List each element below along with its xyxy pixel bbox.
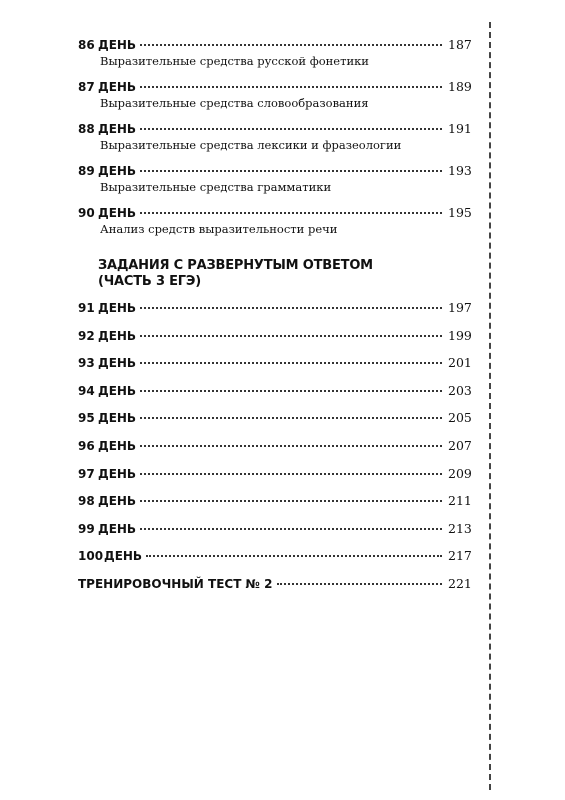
- section-heading: [98, 258, 373, 290]
- day-label: ДЕНЬ: [98, 466, 137, 481]
- test-label: ТРЕНИРОВОЧНЫЙ ТЕСТ № 2: [78, 576, 273, 591]
- toc-entry[interactable]: [78, 547, 470, 575]
- toc-entry[interactable]: [78, 327, 470, 355]
- section-heading-line1: ЗАДАНИЯ С РАЗВЕРНУТЫМ ОТВЕТОМ: [98, 258, 373, 273]
- section-heading-line2: (ЧАСТЬ 3 ЕГЭ): [98, 274, 201, 289]
- page-number: 191: [448, 121, 472, 136]
- toc-entry[interactable]: [78, 120, 470, 162]
- day-number: 98: [78, 494, 95, 509]
- dot-leader: [140, 390, 442, 392]
- day-number: 100: [78, 549, 104, 564]
- page-number: 195: [448, 205, 472, 220]
- day-number: 87: [78, 80, 95, 94]
- day-number: 95: [78, 411, 95, 426]
- toc-entry[interactable]: [78, 36, 470, 78]
- dot-leader: [140, 445, 442, 447]
- day-number: 86: [78, 38, 95, 52]
- dot-leader: [140, 335, 442, 337]
- dot-leader: [140, 128, 442, 130]
- page-number: 213: [448, 520, 472, 536]
- cut-line: [489, 22, 491, 790]
- page-number: 201: [448, 355, 472, 371]
- day-label: ДЕНЬ: [98, 301, 137, 315]
- toc-entry[interactable]: [78, 437, 470, 465]
- page-number: 203: [448, 382, 472, 398]
- page-number: 189: [448, 79, 472, 94]
- page-number: 217: [448, 548, 472, 564]
- day-number: 88: [78, 122, 95, 136]
- page-number: 199: [448, 327, 472, 343]
- day-label: ДЕНЬ: [98, 206, 137, 220]
- day-number: 90: [78, 206, 95, 220]
- toc-entry[interactable]: [78, 78, 470, 120]
- page-number: 187: [448, 37, 472, 52]
- entry-subtitle: Выразительные средства русской фонетики: [100, 54, 369, 68]
- day-label: ДЕНЬ: [98, 356, 137, 371]
- toc-entry[interactable]: [78, 492, 470, 520]
- dot-leader: [140, 170, 442, 172]
- dot-leader: [140, 417, 442, 419]
- toc-entry[interactable]: [78, 465, 470, 493]
- page-number: 193: [448, 163, 472, 178]
- dot-leader: [146, 555, 442, 557]
- day-label: ДЕНЬ: [98, 383, 137, 398]
- toc-entry[interactable]: [78, 520, 470, 548]
- dot-leader: [140, 473, 442, 475]
- day-label: ДЕНЬ: [98, 80, 137, 94]
- day-number: 96: [78, 438, 95, 453]
- day-label: ДЕНЬ: [98, 411, 137, 426]
- page-number: 205: [448, 410, 472, 426]
- day-number: 97: [78, 466, 95, 481]
- toc-entry[interactable]: [78, 162, 470, 204]
- dot-leader: [140, 528, 442, 530]
- day-label: ДЕНЬ: [98, 438, 137, 453]
- entry-subtitle: Выразительные средства лексики и фразеологии: [100, 138, 402, 152]
- day-label: ДЕНЬ: [104, 549, 143, 564]
- dot-leader: [277, 583, 442, 585]
- toc-entry[interactable]: [78, 354, 470, 382]
- day-number: 89: [78, 164, 95, 178]
- entry-subtitle: Анализ средств выразительности речи: [100, 222, 338, 236]
- dot-leader: [140, 307, 442, 309]
- toc-entry[interactable]: [78, 299, 470, 327]
- day-number: 92: [78, 328, 95, 343]
- toc-entry[interactable]: [78, 382, 470, 410]
- entry-subtitle: Выразительные средства словообразования: [100, 96, 369, 110]
- dot-leader: [140, 362, 442, 364]
- day-label: ДЕНЬ: [98, 494, 137, 509]
- page-number: 221: [448, 575, 472, 591]
- entry-subtitle: Выразительные средства грамматики: [100, 180, 332, 194]
- page-number: 211: [448, 493, 472, 509]
- day-label: ДЕНЬ: [98, 38, 137, 52]
- page-number: 197: [448, 300, 472, 315]
- day-label: ДЕНЬ: [98, 164, 137, 178]
- toc-bottom-block: [78, 299, 470, 603]
- page-number: 207: [448, 437, 472, 453]
- dot-leader: [140, 500, 442, 502]
- day-label: ДЕНЬ: [98, 122, 137, 136]
- toc-entry[interactable]: [78, 409, 470, 437]
- day-label: ДЕНЬ: [98, 328, 137, 343]
- dot-leader: [140, 86, 442, 88]
- day-label: ДЕНЬ: [98, 521, 137, 536]
- dot-leader: [140, 44, 442, 46]
- day-number: 94: [78, 383, 95, 398]
- day-number: 93: [78, 356, 95, 371]
- day-number: 91: [78, 301, 95, 315]
- toc-entry-final[interactable]: [78, 575, 470, 603]
- toc-entry[interactable]: [78, 204, 470, 246]
- day-number: 99: [78, 521, 95, 536]
- toc-top-block: [78, 36, 470, 246]
- page-number: 209: [448, 465, 472, 481]
- dot-leader: [140, 212, 442, 214]
